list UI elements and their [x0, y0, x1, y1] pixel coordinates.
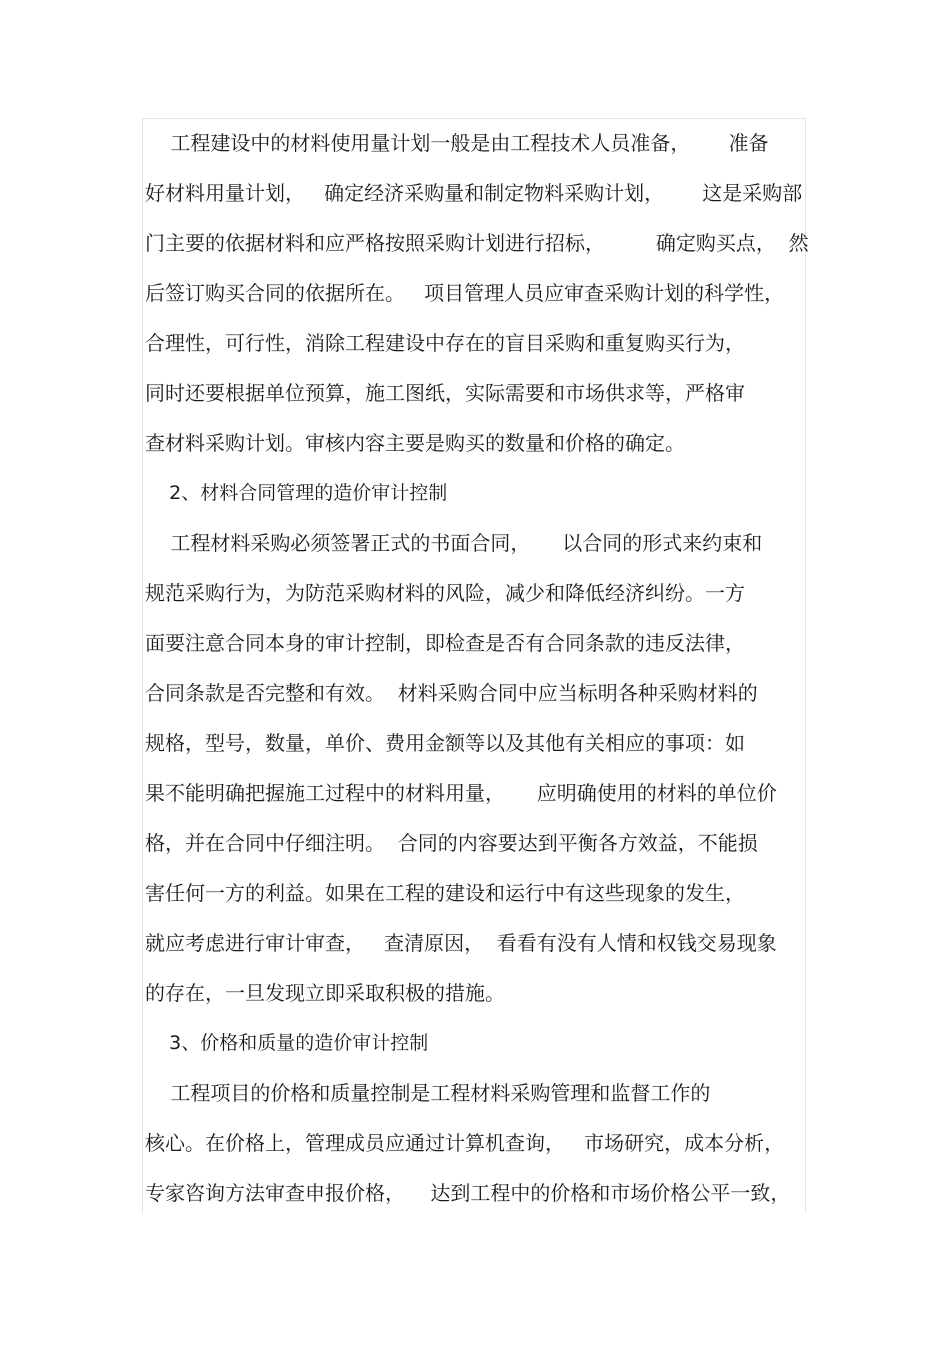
section-heading-3: 3、价格和质量的造价审计控制 [145, 1032, 429, 1054]
body-line-17: 就应考虑进行审计审查， 查清原因， 看看有没有人情和权钱交易现象 [145, 931, 777, 955]
body-line-11: 面要注意合同本身的审计控制，即检查是否有合同条款的违反法律， [145, 631, 745, 655]
body-line-10: 规范采购行为，为防范采购材料的风险，减少和降低经济纠纷。一方 [145, 581, 745, 605]
body-line-6: 同时还要根据单位预算，施工图纸，实际需要和市场供求等，严格审 [145, 381, 745, 405]
body-line-14: 果不能明确把握施工过程中的材料用量， 应明确使用的材料的单位价 [145, 781, 777, 805]
body-line-15: 格，并在合同中仔细注明。 合同的内容要达到平衡各方效益，不能损 [145, 831, 758, 855]
body-line-21: 核心。在价格上，管理成员应通过计算机查询， 市场研究，成本分析， [145, 1131, 785, 1155]
body-line-4: 后签订购买合同的依据所在。 项目管理人员应审查采购计划的科学性， [145, 281, 785, 305]
body-line-16: 害任何一方的利益。如果在工程的建设和运行中有这些现象的发生， [145, 881, 745, 905]
body-line-18: 的存在，一旦发现立即采取积极的措施。 [145, 981, 505, 1005]
body-line-3: 门主要的依据材料和应严格按照采购计划进行招标， 确定购买点， 然 [145, 231, 809, 255]
body-line-5: 合理性，可行性，消除工程建设中存在的盲目采购和重复购买行为， [145, 331, 745, 355]
body-line-22: 专家咨询方法审查申报价格， 达到工程中的价格和市场价格公平一致， [145, 1181, 791, 1205]
body-line-9: 工程材料采购必须签署正式的书面合同， 以合同的形式来约束和 [145, 531, 763, 555]
body-line-13: 规格，型号，数量，单价、费用金额等以及其他有关相应的事项：如 [145, 731, 745, 755]
body-line-12: 合同条款是否完整和有效。 材料采购合同中应当标明各种采购材料的 [145, 681, 758, 705]
body-line-7: 查材料采购计划。审核内容主要是购买的数量和价格的确定。 [145, 431, 685, 455]
section-heading-2: 2、材料合同管理的造价审计控制 [145, 482, 448, 504]
document-body [145, 118, 810, 1218]
body-line-2: 好材料用量计划， 确定经济采购量和制定物料采购计划， 这是采购部 [145, 181, 803, 205]
body-line-1: 工程建设中的材料使用量计划一般是由工程技术人员准备， 准备 [145, 131, 769, 155]
body-line-20: 工程项目的价格和质量控制是工程材料采购管理和监督工作的 [145, 1081, 711, 1105]
